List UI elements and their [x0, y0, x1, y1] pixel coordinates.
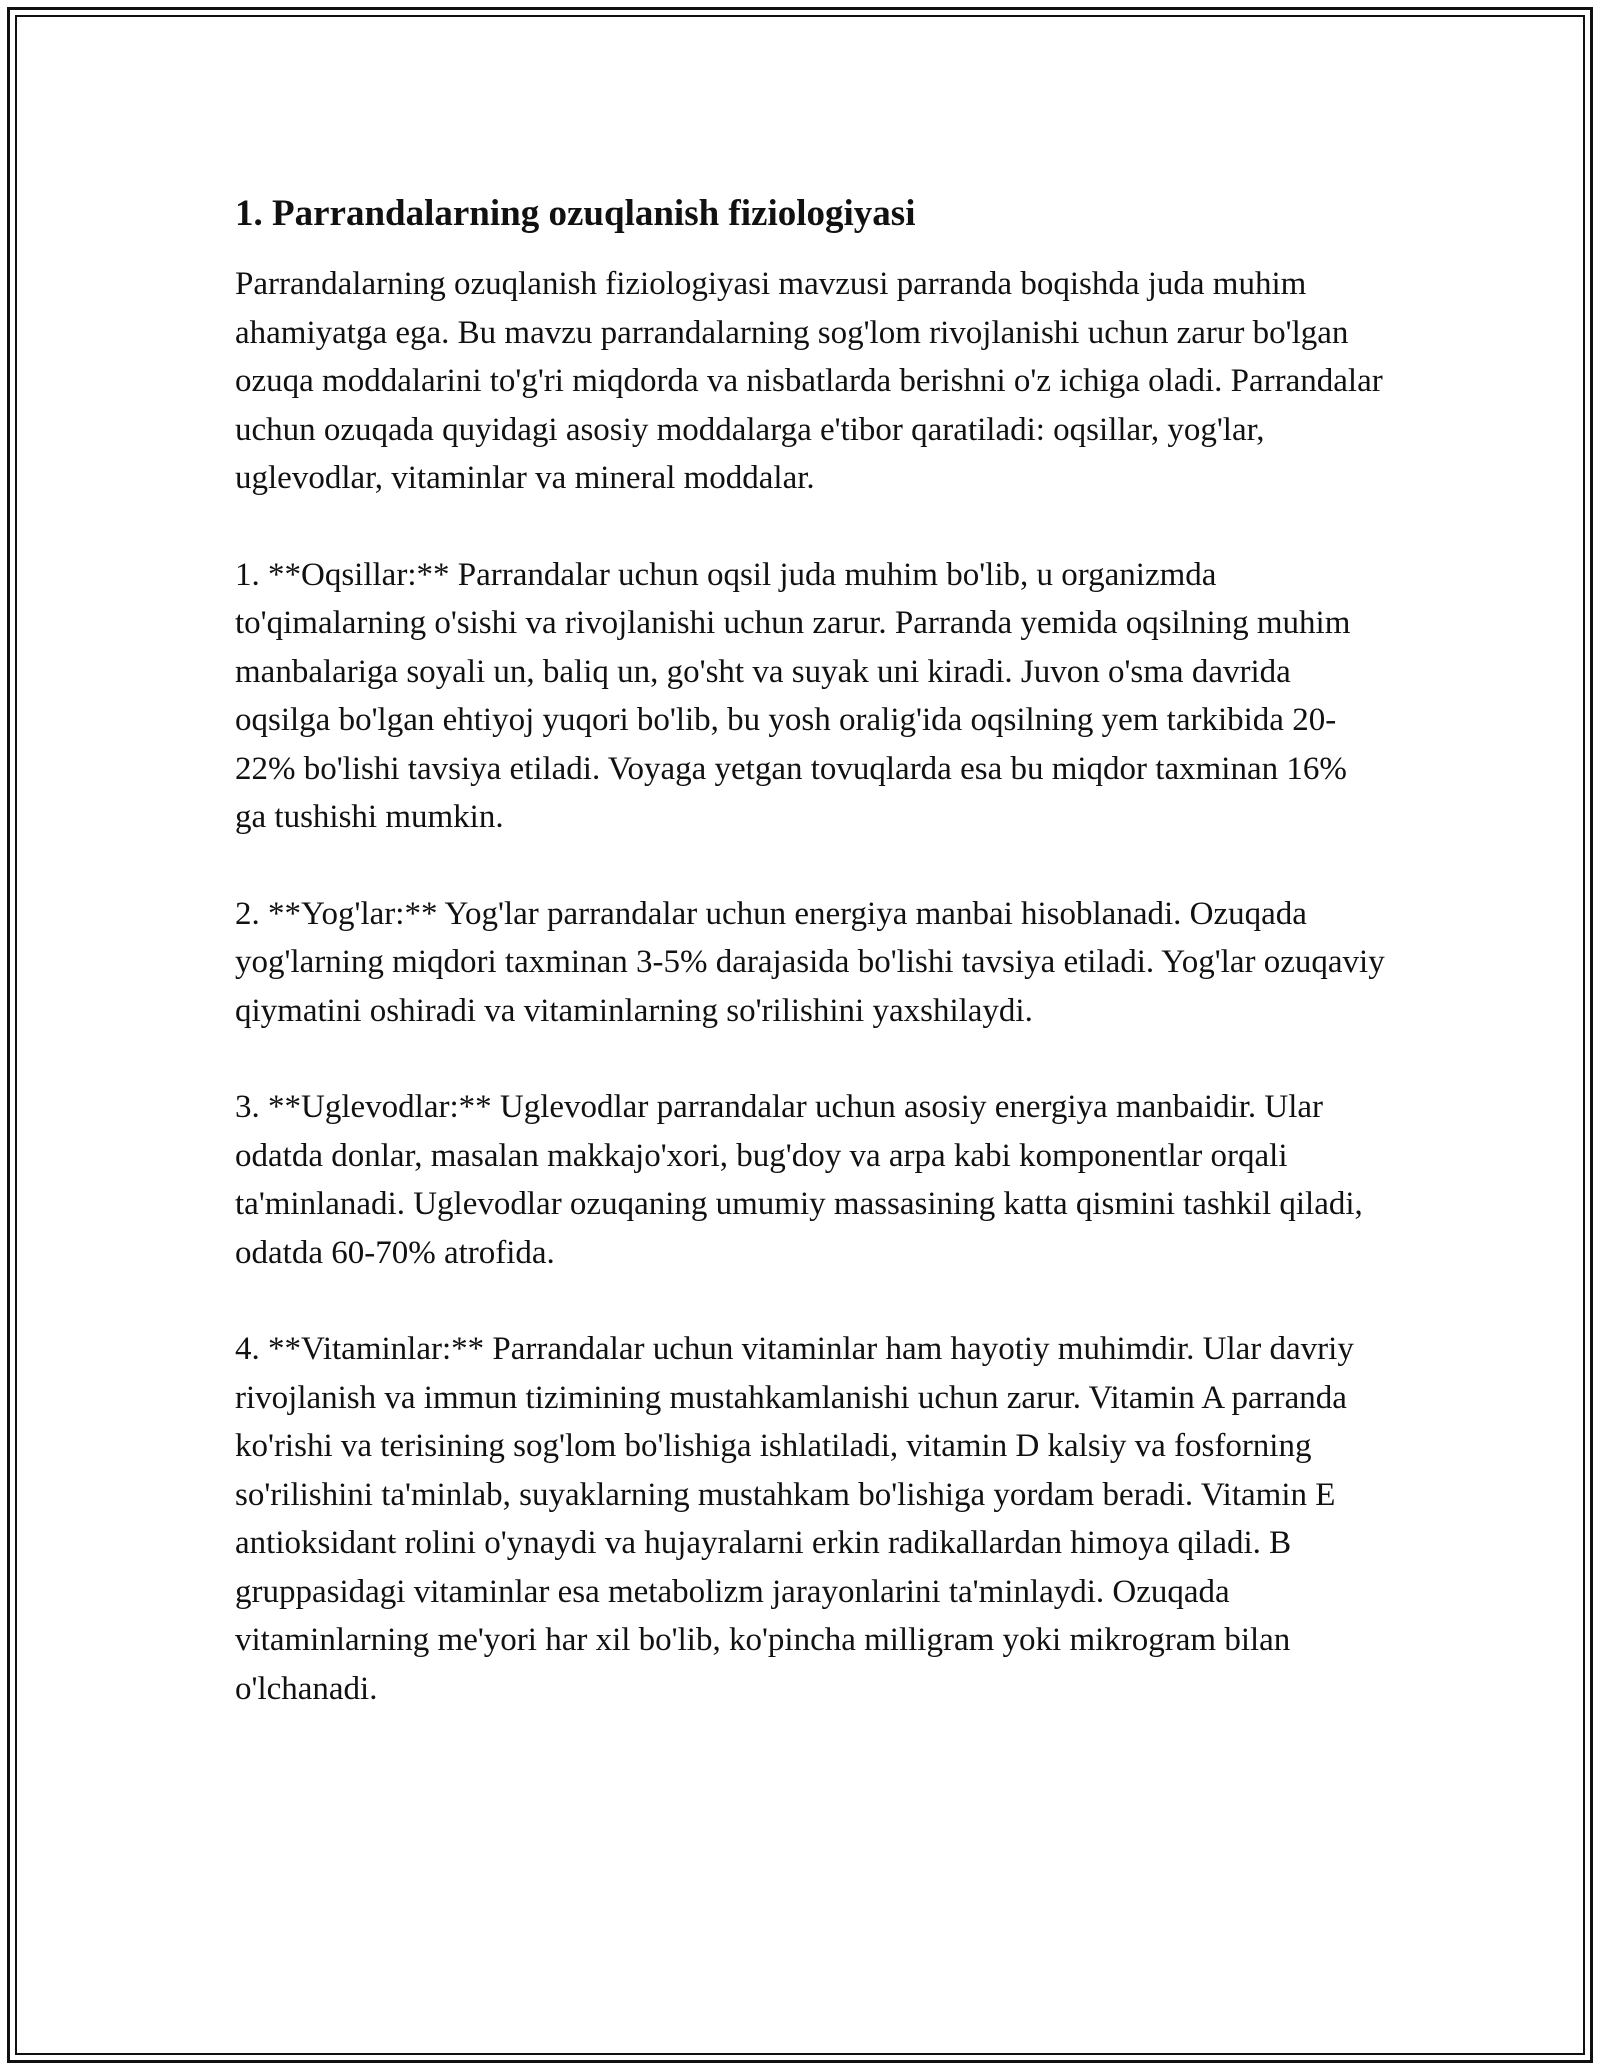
document-body — [235, 190, 1385, 1761]
intro-paragraph: Parrandalarning ozuqlanish fiziologiyasi mavzusi parranda boqishda juda muhim ahamiyatga ega. Bu mavzu parrandalarning sog'lom rivojlanishi uchun zarur bo'lgan ozuqa moddalarini to'g'ri miqdorda va nisbatlarda berishni o'z ichiga oladi. Parrandalar uchun ozuqada quyidagi asosiy moddalarga e'tibor qaratiladi: oqsillar, yog'lar, uglevodlar, vitaminlar va mineral moddalar. — [235, 266, 1383, 496]
carbohydrates-paragraph: 3. **Uglevodlar:** Uglevodlar parrandalar uchun asosiy energiya manbaidir. Ular odatda donlar, masalan makkajo'xori, bug'doy va arpa kabi komponentlar orqali ta'minlanadi. Uglevodlar ozuqaning umumiy massasining katta qismini tashkil qiladi, odatda 60-70% atrofida. — [235, 1089, 1363, 1271]
proteins-paragraph: 1. **Oqsillar:** Parrandalar uchun oqsil juda muhim bo'lib, u organizmda to'qimalarning o'sishi va rivojlanishi uchun zarur. Parranda yemida oqsilning muhim manbalariga soyali un, baliq un, go'sht va suyak uni kiradi. Juvon o'sma davrida oqsilga bo'lgan ehtiyoj yuqori bo'lib, bu yosh oralig'ida oqsilning yem tarkibida 20-22% bo'lishi tavsiya etiladi. Voyaga yetgan tovuqlarda esa bu miqdor taxminan 16% ga tushishi mumkin. — [235, 556, 1351, 835]
document-title: 1. Parrandalarning ozuqlanish fiziologiyasi — [235, 193, 916, 234]
vitamins-paragraph: 4. **Vitaminlar:** Parrandalar uchun vitaminlar ham hayotiy muhimdir. Ular davriy rivojlanish va immun tizimining mustahkamlanishi uchun zarur. Vitamin A parranda ko'rishi va terisining sog'lom bo'lishiga ishlatiladi, vitamin D kalsiy va fosforning so'rilishini ta'minlab, suyaklarning mustahkam bo'lishiga yordam beradi. Vitamin E antioksidant rolini o'ynaydi va hujayralarni erkin radikallardan himoya qiladi. B gruppasidagi vitaminlar esa metabolizm jarayonlarini ta'minlaydi. Ozuqada vitaminlarning me'yori har xil bo'lib, ko'pincha milligram yoki mikrogram bilan o'lchanadi. — [235, 1331, 1354, 1707]
fats-paragraph: 2. **Yog'lar:** Yog'lar parrandalar uchun energiya manbai hisoblanadi. Ozuqada yog'larning miqdori taxminan 3-5% darajasida bo'lishi tavsiya etiladi. Yog'lar ozuqaviy qiymatini oshiradi va vitaminlarning so'rilishini yaxshilaydi. — [235, 895, 1385, 1029]
